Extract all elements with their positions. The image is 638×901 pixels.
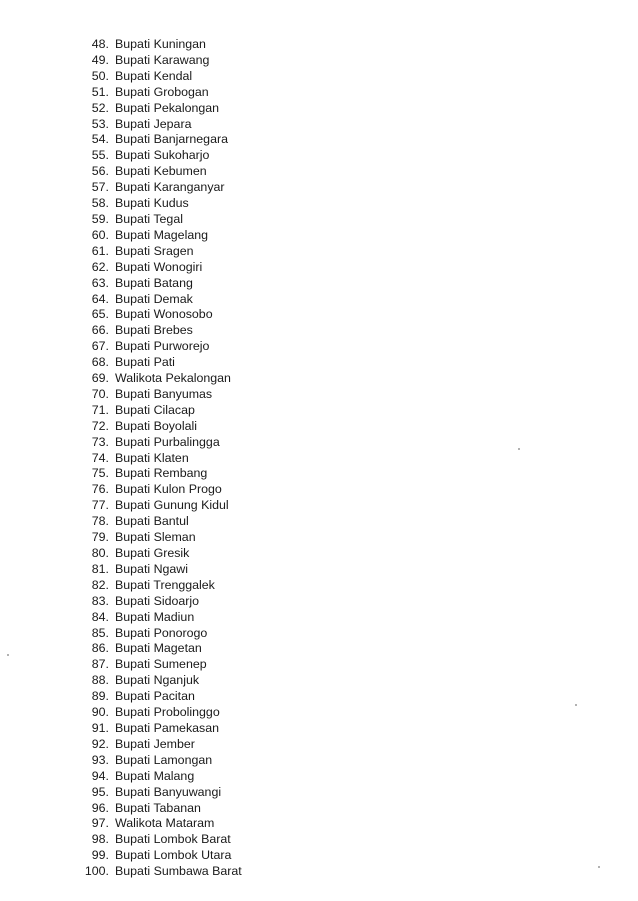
- list-item-number: 70.: [91, 386, 109, 401]
- list-item-number: 79.: [91, 530, 109, 545]
- list-item-name: Bupati Demak: [115, 291, 193, 306]
- list-item-name: Bupati Pacitan: [115, 689, 195, 704]
- list-item-name: Bupati Kulon Progo: [115, 482, 222, 497]
- list-item-name: Walikota Mataram: [115, 816, 215, 831]
- list-item-number: 51.: [91, 84, 109, 99]
- list-item-number: 97.: [91, 816, 109, 831]
- list-item-name: Bupati Banjarnegara: [115, 132, 228, 147]
- list-item-number: 54.: [91, 132, 109, 147]
- list-item-number: 89.: [91, 689, 109, 704]
- list-item: [72, 228, 242, 244]
- list-item: [72, 705, 242, 721]
- list-item-name: Bupati Sumenep: [115, 657, 207, 672]
- list-item-number: 76.: [91, 482, 109, 497]
- list-item: [72, 737, 242, 753]
- list-item-name: Bupati Kudus: [115, 196, 189, 211]
- list-item-number: 71.: [91, 402, 109, 417]
- list-item-number: 75.: [91, 466, 109, 481]
- list-item-name: Bupati Grobogan: [115, 84, 209, 99]
- list-item-name: Bupati Sumbawa Barat: [115, 864, 242, 879]
- list-item: [72, 514, 242, 530]
- list-item-number: 63.: [91, 275, 109, 290]
- list-item-number: 86.: [91, 641, 109, 656]
- list-item-number: 50.: [91, 68, 109, 83]
- list-item-number: 100.: [84, 864, 109, 879]
- list-item-number: 96.: [91, 800, 109, 815]
- list-item-name: Bupati Bantul: [115, 514, 189, 529]
- list-item-name: Bupati Kendal: [115, 68, 193, 83]
- list-item-name: Bupati Wonosobo: [115, 307, 213, 322]
- list-item-name: Bupati Klaten: [115, 450, 189, 465]
- list-item-number: 64.: [91, 291, 109, 306]
- list-item-name: Bupati Kebumen: [115, 164, 207, 179]
- list-item-number: 94.: [91, 768, 109, 783]
- scan-speck: [598, 866, 600, 868]
- list-item-number: 53.: [91, 116, 109, 131]
- list-item-number: 88.: [91, 673, 109, 688]
- list-item: [72, 101, 242, 117]
- list-item-number: 69.: [91, 371, 109, 386]
- list-item: [72, 578, 242, 594]
- list-item-number: 56.: [91, 164, 109, 179]
- list-item-number: 60.: [91, 227, 109, 242]
- list-item-number: 48.: [91, 37, 109, 51]
- list-item-name: Walikota Pekalongan: [115, 371, 231, 386]
- list-item-name: Bupati Purworejo: [115, 339, 210, 354]
- list-item: [72, 435, 242, 451]
- list-item: [72, 292, 242, 308]
- list-item: [72, 244, 242, 260]
- list-item-name: Bupati Lamongan: [115, 752, 213, 767]
- list-item: [72, 610, 242, 626]
- officials-list: [72, 37, 242, 880]
- list-item-name: Bupati Pati: [115, 355, 175, 370]
- list-item-number: 87.: [91, 657, 109, 672]
- list-item: [72, 419, 242, 435]
- list-item-number: 73.: [91, 434, 109, 449]
- list-item-number: 80.: [91, 546, 109, 560]
- list-item-number: 82.: [91, 577, 109, 592]
- list-item-name: Bupati Tegal: [115, 211, 183, 226]
- list-item-name: Bupati Ponorogo: [115, 625, 208, 640]
- list-item: [72, 355, 242, 371]
- list-item-number: 84.: [91, 609, 109, 624]
- list-item: [72, 451, 242, 467]
- list-item-number: 91.: [91, 720, 109, 735]
- list-item-number: 93.: [91, 752, 109, 767]
- list-item: [72, 482, 242, 498]
- list-item-name: Bupati Gunung Kidul: [115, 498, 229, 513]
- list-item: [72, 562, 242, 578]
- list-item-name: Bupati Banyumas: [115, 386, 213, 401]
- list-item: [72, 848, 242, 864]
- list-item: [72, 546, 242, 562]
- list-item-name: Bupati Wonogiri: [115, 259, 203, 274]
- scan-speck: [575, 704, 577, 706]
- list-item: [72, 339, 242, 355]
- list-item-name: Bupati Sukoharjo: [115, 148, 210, 163]
- scan-speck: [518, 448, 520, 450]
- list-item-number: 85.: [91, 625, 109, 640]
- list-item: [72, 403, 242, 419]
- list-item-name: Bupati Malang: [115, 768, 195, 783]
- list-item: [72, 148, 242, 164]
- list-item-name: Bupati Jepara: [115, 116, 192, 131]
- list-item-number: 68.: [91, 355, 109, 370]
- list-item: [72, 196, 242, 212]
- list-item-number: 58.: [91, 196, 109, 211]
- list-item-name: Bupati Probolinggo: [115, 705, 220, 720]
- list-item-name: Bupati Magelang: [115, 227, 208, 242]
- list-item-name: Bupati Madiun: [115, 609, 195, 624]
- list-item: [72, 37, 242, 53]
- list-item: [72, 164, 242, 180]
- list-item-number: 81.: [91, 561, 109, 576]
- list-item-number: 67.: [91, 339, 109, 354]
- list-item: [72, 69, 242, 85]
- list-item-number: 98.: [91, 832, 109, 847]
- list-item-name: Bupati Lombok Barat: [115, 832, 231, 847]
- list-item-name: Bupati Banyuwangi: [115, 784, 222, 799]
- list-item-name: Bupati Gresik: [115, 546, 190, 560]
- list-item-number: 90.: [91, 705, 109, 720]
- list-item-name: Bupati Boyolali: [115, 418, 197, 433]
- list-item-name: Bupati Purbalingga: [115, 434, 220, 449]
- list-item-number: 92.: [91, 736, 109, 751]
- list-item-number: 65.: [91, 307, 109, 322]
- list-item-name: Bupati Pamekasan: [115, 720, 220, 735]
- list-item-number: 61.: [91, 243, 109, 258]
- list-item: [72, 212, 242, 228]
- list-item: [72, 260, 242, 276]
- list-item-name: Bupati Kuningan: [115, 37, 206, 51]
- list-item-name: Bupati Cilacap: [115, 402, 195, 417]
- list-item: [72, 387, 242, 403]
- scan-speck: [7, 654, 9, 656]
- list-item-name: Bupati Lombok Utara: [115, 848, 232, 863]
- list-item: [72, 307, 242, 323]
- list-item: [72, 371, 242, 387]
- list-item-number: 66.: [91, 323, 109, 338]
- list-item: [72, 117, 242, 133]
- list-item: [72, 626, 242, 642]
- list-item: [72, 689, 242, 705]
- list-item: [72, 498, 242, 514]
- list-item-number: 59.: [91, 211, 109, 226]
- list-item-number: 62.: [91, 259, 109, 274]
- list-item-number: 99.: [91, 848, 109, 863]
- list-item-name: Bupati Jember: [115, 736, 195, 751]
- list-item: [72, 769, 242, 785]
- list-item: [72, 785, 242, 801]
- list-item: [72, 530, 242, 546]
- list-item-number: 78.: [91, 514, 109, 529]
- list-item-name: Bupati Magetan: [115, 641, 202, 656]
- list-item-number: 52.: [91, 100, 109, 115]
- list-item-name: Bupati Sragen: [115, 243, 194, 258]
- list-item-name: Bupati Rembang: [115, 466, 208, 481]
- list-item-name: Bupati Ngawi: [115, 561, 189, 576]
- list-item: [72, 180, 242, 196]
- list-item: [72, 85, 242, 101]
- list-item-name: Bupati Tabanan: [115, 800, 201, 815]
- list-item-number: 77.: [91, 498, 109, 513]
- list-item: [72, 753, 242, 769]
- list-item: [72, 594, 242, 610]
- list-item: [72, 673, 242, 689]
- list-item-number: 83.: [91, 593, 109, 608]
- list-item: [72, 721, 242, 737]
- list-item-number: 57.: [91, 180, 109, 195]
- list-item: [72, 641, 242, 657]
- list-item-name: Bupati Sleman: [115, 530, 196, 545]
- list-item: [72, 323, 242, 339]
- list-item-number: 49.: [91, 52, 109, 67]
- list-item-name: Bupati Sidoarjo: [115, 593, 200, 608]
- list-item-name: Bupati Brebes: [115, 323, 193, 338]
- list-item-number: 95.: [91, 784, 109, 799]
- list-item: [72, 816, 242, 832]
- list-item-number: 55.: [91, 148, 109, 163]
- list-item: [72, 53, 242, 69]
- list-item: [72, 657, 242, 673]
- list-item: [72, 801, 242, 817]
- list-item-name: Bupati Pekalongan: [115, 100, 220, 115]
- list-item-name: Bupati Karanganyar: [115, 180, 225, 195]
- list-item: [72, 276, 242, 292]
- list-item-name: Bupati Trenggalek: [115, 577, 215, 592]
- list-item: [72, 132, 242, 148]
- list-item-name: Bupati Nganjuk: [115, 673, 200, 688]
- list-item: [72, 466, 242, 482]
- list-item-number: 74.: [91, 450, 109, 465]
- list-item-number: 72.: [91, 418, 109, 433]
- list-item: [72, 832, 242, 848]
- list-item: [72, 864, 242, 880]
- list-item-name: Bupati Batang: [115, 275, 193, 290]
- list-item-name: Bupati Karawang: [115, 52, 210, 67]
